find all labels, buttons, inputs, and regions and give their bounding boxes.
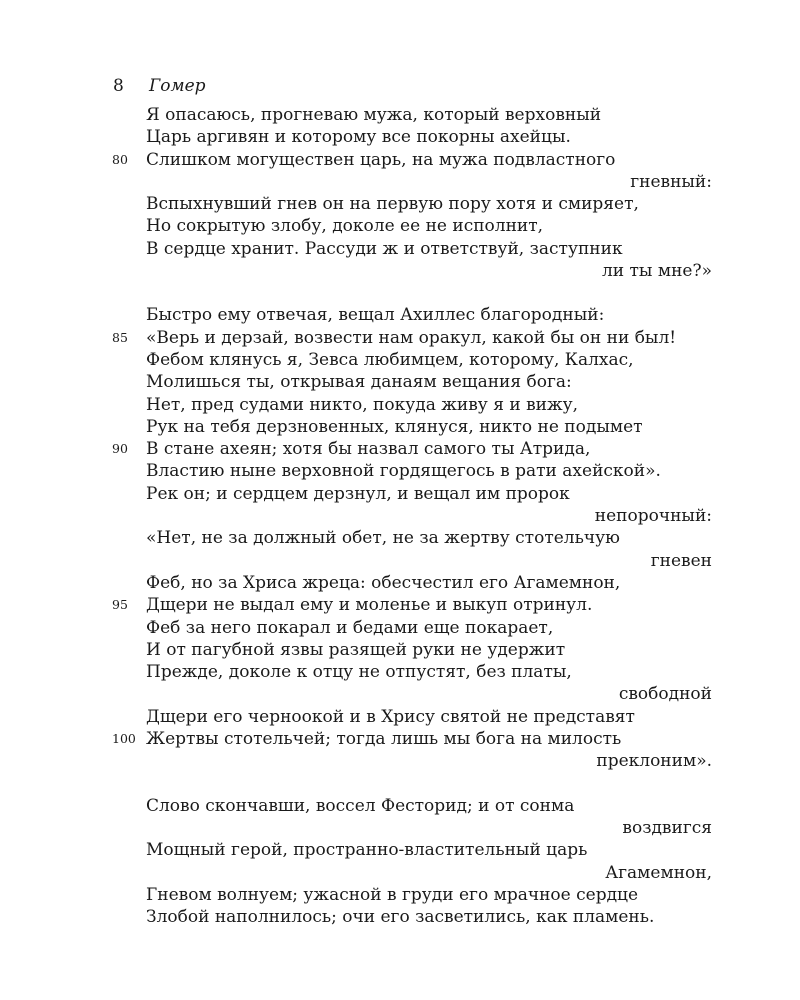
verse-text: Жертвы стотельчей; тогда лишь мы бога на милость [146, 729, 622, 750]
verse-line [0, 349, 800, 371]
verse-text: Дщери не выдал ему и моленье и выкуп отринул. [146, 595, 593, 616]
verse-text: ли ты мне?» [601, 261, 712, 282]
verse-text: В стане ахеян; хотя бы назвал самого ты Атрида, [146, 439, 591, 460]
verse-text: Феб за него покарал и бедами еще покарает, [146, 617, 554, 638]
verse-line [0, 438, 800, 460]
verse-line [0, 572, 800, 594]
verse-text: Рук на тебя дерзновенных, клянуся, никто не подымет [146, 416, 643, 437]
verse-line [0, 394, 800, 416]
verse-text: Но сокрытую злобу, доколе ее не исполнит, [146, 216, 544, 237]
verse-line [0, 617, 800, 639]
verse-text: Злобой наполнилось; очи его засветились, как пламень. [146, 907, 655, 928]
verse-text: Феб, но за Хриса жреца: обесчестил его Агамемнон, [146, 572, 621, 593]
verse-text: «Нет, не за должный обет, не за жертву стотельчую [146, 528, 620, 549]
verse-line [0, 661, 800, 683]
verse-line-continuation [0, 171, 800, 193]
verse-text: Властию ныне верховной гордящегось в рати ахейской». [146, 461, 661, 482]
stanza-gap [0, 773, 800, 795]
verse-line-continuation [0, 862, 800, 884]
verse-line [0, 639, 800, 661]
verse-line [0, 527, 800, 549]
verse-text: Я опасаюсь, прогневаю мужа, который верховный [146, 105, 602, 125]
verse-line [0, 460, 800, 482]
verse-line [0, 371, 800, 393]
verse-line [0, 839, 800, 861]
verse-text: «Верь и дерзай, возвести нам оракул, какой бы он ни был! [146, 327, 677, 348]
verse-line [0, 238, 800, 260]
verse-line-continuation [0, 505, 800, 527]
verse-line-continuation [0, 550, 800, 572]
verse-line [0, 594, 800, 616]
verse-text: свободной [618, 684, 712, 705]
verse-line [0, 884, 800, 906]
line-number: 100 [112, 731, 136, 747]
verse-line [0, 126, 800, 148]
verse-line [0, 104, 800, 126]
verse-text: Дщери его черноокой и в Хрису святой не представят [146, 706, 635, 727]
verse-text: Молишься ты, открывая данаям вещания бога: [146, 372, 572, 393]
line-number: 90 [112, 441, 128, 457]
line-number: 85 [112, 329, 128, 345]
verse-line [0, 795, 800, 817]
verse-line-continuation [0, 683, 800, 705]
verse-line [0, 215, 800, 237]
verse-line-continuation [0, 260, 800, 282]
verse-line [0, 193, 800, 215]
verse-line [0, 149, 800, 171]
verse-text: гневен [650, 550, 712, 571]
verse-block [0, 104, 800, 928]
verse-line [0, 706, 800, 728]
verse-text: Быстро ему отвечая, вещал Ахиллес благородный: [146, 305, 605, 326]
verse-line-continuation [0, 817, 800, 839]
verse-text: воздвигся [622, 817, 712, 838]
verse-text: непорочный: [594, 506, 712, 527]
verse-text: Гневом волнуем; ужасной в груди его мрачное сердце [146, 884, 639, 905]
verse-text: преклоним». [596, 751, 712, 772]
line-number: 80 [112, 151, 128, 167]
verse-line [0, 728, 800, 750]
verse-text: В сердце хранит. Рассуди ж и ответствуй, заступник [146, 238, 623, 259]
verse-line [0, 906, 800, 928]
stanza-gap [0, 282, 800, 304]
verse-line [0, 327, 800, 349]
verse-text: И от пагубной язвы разящей руки не удержит [146, 639, 566, 660]
verse-text: Слово скончавши, воссел Фесторид; и от сонма [146, 795, 575, 816]
page-number: 8 [113, 76, 124, 96]
verse-text: Рек он; и сердцем дерзнул, и вещал им пророк [146, 483, 570, 504]
verse-text: Слишком могуществен царь, на мужа подвластного [146, 149, 616, 170]
line-number: 95 [112, 597, 128, 613]
verse-text: Прежде, доколе к отцу не отпустят, без платы, [146, 662, 572, 683]
verse-text: Нет, пред судами никто, покуда живу я и вижу, [146, 394, 579, 415]
verse-line [0, 304, 800, 326]
verse-line [0, 416, 800, 438]
verse-line [0, 483, 800, 505]
running-title: Гомер [149, 76, 206, 96]
verse-text: Агамемнон, [605, 862, 712, 883]
verse-text: Царь аргивян и которому все покорны ахейцы. [146, 127, 571, 148]
verse-text: гневный: [630, 171, 712, 192]
verse-text: Вспыхнувший гнев он на первую пору хотя и смиряет, [146, 194, 639, 215]
verse-text: Фебом клянусь я, Зевса любимцем, которому, Калхас, [146, 349, 634, 370]
running-header [113, 74, 206, 98]
verse-text: Мощный герой, пространно-властительный царь [146, 840, 588, 861]
verse-line-continuation [0, 750, 800, 772]
